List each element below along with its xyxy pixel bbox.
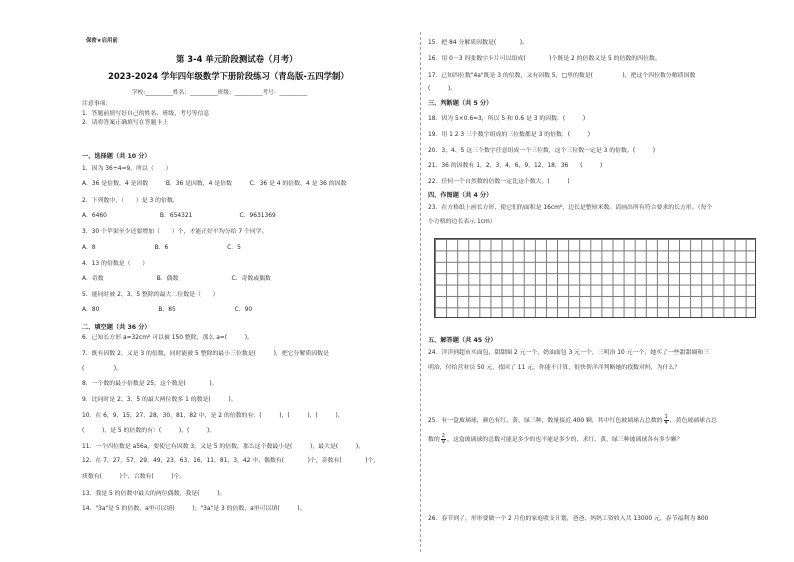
section-heading: 三、判断题（共 5 分） xyxy=(428,100,493,107)
notes-heading: 注意事项： xyxy=(82,101,112,107)
question-line: 5．能同时被 2、3、5 整除的最大二位数是（ ） xyxy=(82,292,219,298)
question-line: ( )。 xyxy=(82,366,122,372)
section-heading: 四、作图题（共 4 分） xyxy=(428,192,493,199)
fraction-numerator: 2 xyxy=(441,433,445,439)
section-heading: 二、填空题（共 36 分） xyxy=(82,324,151,331)
question-line: 15．把 84 分解质因数是( )。 xyxy=(428,40,528,46)
section-heading: 一、选择题（共 10 分） xyxy=(82,153,151,160)
page-title: 第 3-4 单元阶段测试卷（月考） xyxy=(176,54,298,64)
question-line: 22．任何一个自然数的倍数一定比这个数大。( ) xyxy=(428,179,570,185)
question-line: 7．既有因数 2，又是 3 的倍数，同时能被 5 整除的最小三位数是( )，把它分解质因数是 xyxy=(82,351,329,357)
question-line: 2．下列数中，（ ）是 3 的倍数. xyxy=(82,198,175,204)
question-line: 13．我是 5 的倍数中最大的两位偶数，我是( )。 xyxy=(82,491,226,497)
fraction-two-ninths xyxy=(441,434,446,445)
fraction-numerator: 1 xyxy=(664,414,668,420)
question-line: 6．已知长方形 a=32cm² 可以被 150 整除，那么 a=( )。 xyxy=(82,335,253,341)
q25-text: 25．有一盒玻璃球，颜色有红、黄、绿三种，数量接近 400 颗，其中红色玻璃球占总数的 xyxy=(428,418,663,424)
question-line: 24．洋洋到超市买面包，甜甜圈 2 元一个，奶油面包 3 元一个，三明治 10 元一个，她买了一些甜甜圈和三 xyxy=(428,350,710,356)
question-line: A．8 B．6 C．5 xyxy=(82,245,241,251)
column-divider xyxy=(420,32,421,552)
secret-label: 保密★启用前 xyxy=(86,38,118,44)
fraction-denominator: 4 xyxy=(664,420,668,426)
question-25-line1 xyxy=(428,415,717,426)
notes-item: 1．答题前填写好自己的姓名、班级、考号等信息 xyxy=(82,111,210,117)
page-subtitle: 2023-2024 学年四年级数学下册阶段练习（青岛版-五四学制） xyxy=(108,71,349,81)
question-line: 4．13 的倍数是（ ） xyxy=(82,261,149,267)
question-line: ( )。 xyxy=(428,86,457,92)
question-line: 明治，付给营业员 50 元，找回了 11 元，你能不计算，很快帮洋洋判断她的找数对吗，为什么？ xyxy=(428,365,681,371)
question-line: 11．一个四位数是 a56a，要使它有因数 3，又是 5 的倍数，那么这个数最小是( )，最大是( )。 xyxy=(82,444,365,450)
question-line: 3．30 个苹果至少还要增加（ ）个，才能正好平均分给 7 个同学。 xyxy=(82,229,268,235)
question-line: 18．因为 5×0.6=3，所以 5 和 0.6 是 3 的因数．( ) xyxy=(428,116,586,122)
question-26: 26．春节到了，形形要做一个 2 月份的家庭收支计划，爸爸、妈妈工资收入共 13000 元，春节福利为 800 xyxy=(428,516,709,522)
question-line: 小方格的边长表示 1cm） xyxy=(428,219,496,225)
drawing-grid[interactable] xyxy=(434,238,756,318)
question-line: 19．用 1 2 3 三个数字组成的三位数都是 3 的倍数．( ) xyxy=(428,132,591,138)
question-line: 10．在 6，9，15，27，28，30，81，82 中，是 2 的倍数的有：( )，( )，( )， xyxy=(82,413,344,419)
q25-text: ，黄色玻璃球占总 xyxy=(669,418,717,424)
question-line: A．奇数 B．偶数 C．奇数或偶数 xyxy=(82,276,271,282)
question-line: A．6460 B．654321 C．9631369 xyxy=(82,213,276,219)
question-line: 8．一个数的最小倍数是 25，这个数是( )。 xyxy=(82,381,218,387)
question-line: 12．在 7，27，57，29，49，23，63，16，11，81，3，42 中，偶数有( )个，奇数有( )个， xyxy=(82,458,380,464)
question-line: 21．36 的因数有 1，2，3，4，6，9，12，18，36 ( ) xyxy=(428,163,603,169)
question-line: 17．已知四位数"4a"既是 3 的倍数，又有因数 5，□里的数是( )，把这个四位数分解质因数 xyxy=(428,73,696,79)
question-25-line2 xyxy=(428,434,683,445)
fraction-one-quarter xyxy=(664,415,669,426)
question-line: ( )，是 5 的倍数的有：( )，( )。 xyxy=(82,428,216,434)
fraction-denominator: 9 xyxy=(441,439,445,445)
question-line: 9．比同时是 2、3、5 的最大两位数多 1 的数是( )。 xyxy=(82,397,237,403)
question-line: 质数有( )个，合数有( )个。 xyxy=(82,474,186,480)
question-line: 20．3、4、5 这三个数字任意组成一个三位数，这个三位数一定是 3 的倍数。( ) xyxy=(428,148,656,154)
section-heading: 五、解答题（共 45 分） xyxy=(428,337,497,344)
question-line: A．80 B．85 C．90 xyxy=(82,307,253,313)
question-line: A．36 是倍数，4 是因数 B．36 是因数，4 是倍数 C．36 是 4 的倍数，4 是 36 的因数 xyxy=(82,181,347,187)
question-line: 14．"3a"是 5 的倍数，a里可以填( )；"3a"是 3 的倍数，a里可以填( )。 xyxy=(82,506,306,512)
student-info-fields: 学校:__________姓名：__________班级：__________考号：__________ xyxy=(132,90,308,96)
notes-item: 2．请将答案正确填写在答题卡上 xyxy=(82,120,169,126)
question-line: 23．在方格纸上画长方形，使它们的面积是 16cm²，边长是整厘米数。请画出所有符合要求的长方形。（每个 xyxy=(428,205,713,211)
q25-text: 数的 xyxy=(428,437,440,443)
q25-text: ，这盒玻璃球的总数可能是多少的也不能是多少的，求红、黄、绿三种玻璃球各有多少颗？ xyxy=(446,437,683,443)
question-line: 1．因为 36÷4=9，所以（ ） xyxy=(82,166,172,172)
question-line: 16．用 0－3 四张数字卡片可以组成( )个既是 2 的倍数又是 5 的倍数的四位数。 xyxy=(428,56,661,62)
